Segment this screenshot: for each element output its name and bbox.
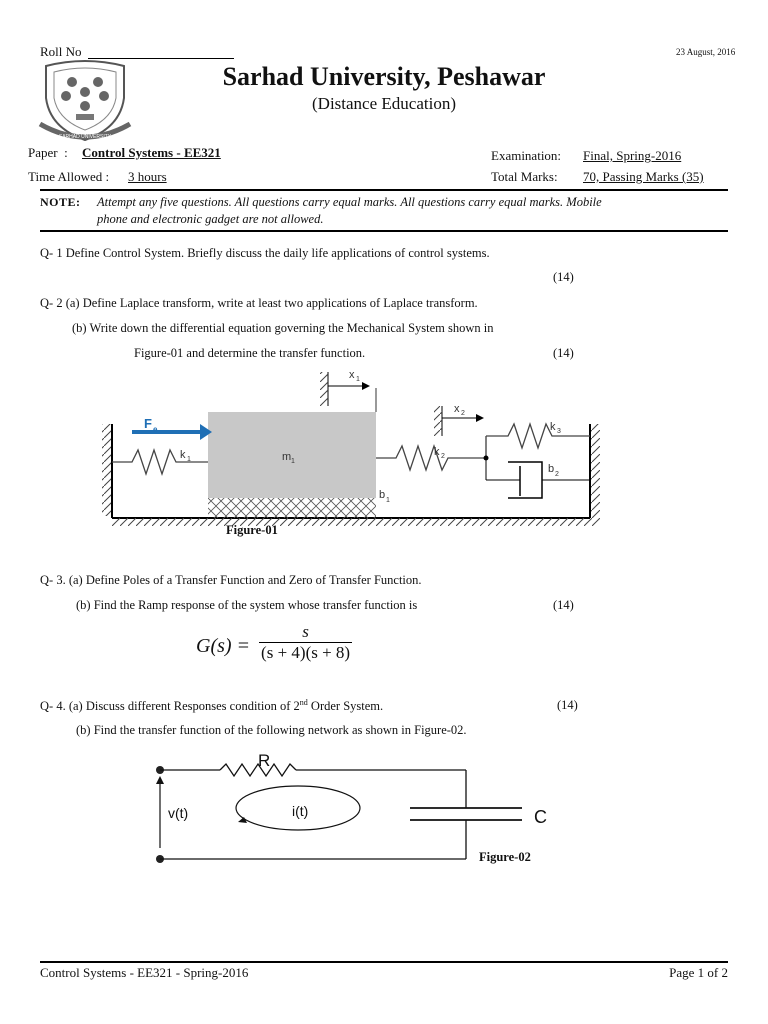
- marks-label: Total Marks:: [491, 169, 558, 184]
- q4-part-a: Q- 4. (a) Discuss different Responses condition of 2nd Order System.: [40, 698, 384, 714]
- m1-label: m: [282, 451, 292, 463]
- note-line-1: Attempt any five questions. All questions carry equal marks. All questions carry equal marks. Mobile: [97, 195, 602, 209]
- voltage-label: v(t): [168, 805, 189, 821]
- transfer-function-formula: [196, 622, 352, 663]
- q3-part-a: Q- 3. (a) Define Poles of a Transfer Function and Zero of Transfer Function.: [40, 573, 422, 587]
- seal-text: SARHAD UNIVERSITY: [58, 134, 112, 140]
- svg-text:1: 1: [187, 456, 191, 463]
- svg-text:2: 2: [461, 410, 465, 417]
- footer-course: Control Systems - EE321 - Spring-2016: [40, 965, 249, 980]
- q2-part-b-line1: (b) Write down the differential equation governing the Mechanical System shown in: [72, 321, 494, 335]
- k2-label: k: [434, 446, 440, 458]
- roll-no-label: Roll No: [40, 44, 82, 59]
- k1-label: k: [180, 449, 186, 461]
- force-label: F: [144, 416, 152, 431]
- spring-k2: [376, 446, 486, 470]
- marks-value: 70, Passing Marks (35): [583, 169, 704, 184]
- q2-part-b-line2: Figure-01 and determine the transfer function.: [134, 346, 366, 360]
- spring-k1: [112, 450, 208, 474]
- paper-value: Control Systems - EE321: [82, 145, 221, 160]
- footer-page-number: Page 1 of 2: [669, 965, 728, 980]
- q3-marks: (14): [553, 598, 574, 612]
- q1-text: Q- 1 Define Control System. Briefly discuss the daily life applications of control systems.: [40, 246, 490, 260]
- exam-value: Final, Spring-2016: [583, 148, 682, 163]
- exam-label: Examination:: [491, 148, 562, 163]
- q2-part-a: Q- 2 (a) Define Laplace transform, write at least two applications of Laplace transform.: [40, 296, 478, 310]
- q4-marks: (14): [557, 698, 578, 712]
- header-divider: [40, 189, 728, 191]
- mass-m1: [208, 412, 376, 498]
- q4-part-b: (b) Find the transfer function of the following network as shown in Figure-02.: [76, 723, 467, 737]
- paper-label: Paper :: [28, 145, 71, 160]
- time-value: 3 hours: [128, 169, 167, 184]
- x2-label: x: [454, 403, 460, 415]
- b2-label: b: [548, 463, 555, 475]
- q2-marks: (14): [553, 346, 574, 360]
- svg-text:e: e: [153, 425, 158, 434]
- svg-text:2: 2: [555, 471, 559, 478]
- capacitor-label: C: [534, 807, 547, 827]
- figure-01-caption: Figure-01: [226, 523, 278, 537]
- q1-marks: (14): [553, 270, 574, 284]
- figure-02-caption: Figure-02: [479, 850, 531, 864]
- note-label: NOTE:: [40, 195, 81, 209]
- k3-label: k: [550, 421, 556, 433]
- right-wall: [590, 424, 600, 526]
- exam-date: 23 August, 2016: [676, 47, 736, 57]
- formula-numerator: s: [259, 622, 352, 643]
- spring-k3: [486, 424, 590, 448]
- formula-lhs: G(s) =: [196, 634, 251, 657]
- exam-subtitle: (Distance Education): [312, 94, 456, 113]
- svg-text:2: 2: [441, 453, 445, 460]
- svg-text:1: 1: [291, 458, 295, 465]
- b1-label: b: [379, 489, 386, 501]
- formula-denominator: (s + 4)(s + 8): [261, 643, 351, 662]
- note-divider: [40, 230, 728, 232]
- footer-divider: [40, 961, 728, 963]
- svg-text:1: 1: [356, 376, 360, 383]
- resistor-label: R: [258, 751, 271, 770]
- note-line-2: phone and electronic gadget are not allowed.: [97, 212, 324, 226]
- x1-label: x: [349, 369, 355, 381]
- time-label: Time Allowed :: [28, 169, 110, 184]
- friction-b1: [208, 498, 376, 518]
- university-title: Sarhad University, Peshawar: [222, 62, 546, 91]
- figure-01-diagram: [96, 366, 606, 538]
- current-label: i(t): [292, 803, 309, 819]
- left-wall: [102, 424, 112, 516]
- svg-text:1: 1: [386, 497, 390, 504]
- q3-part-b: (b) Find the Ramp response of the system whose transfer function is: [76, 598, 418, 612]
- svg-text:3: 3: [557, 428, 561, 435]
